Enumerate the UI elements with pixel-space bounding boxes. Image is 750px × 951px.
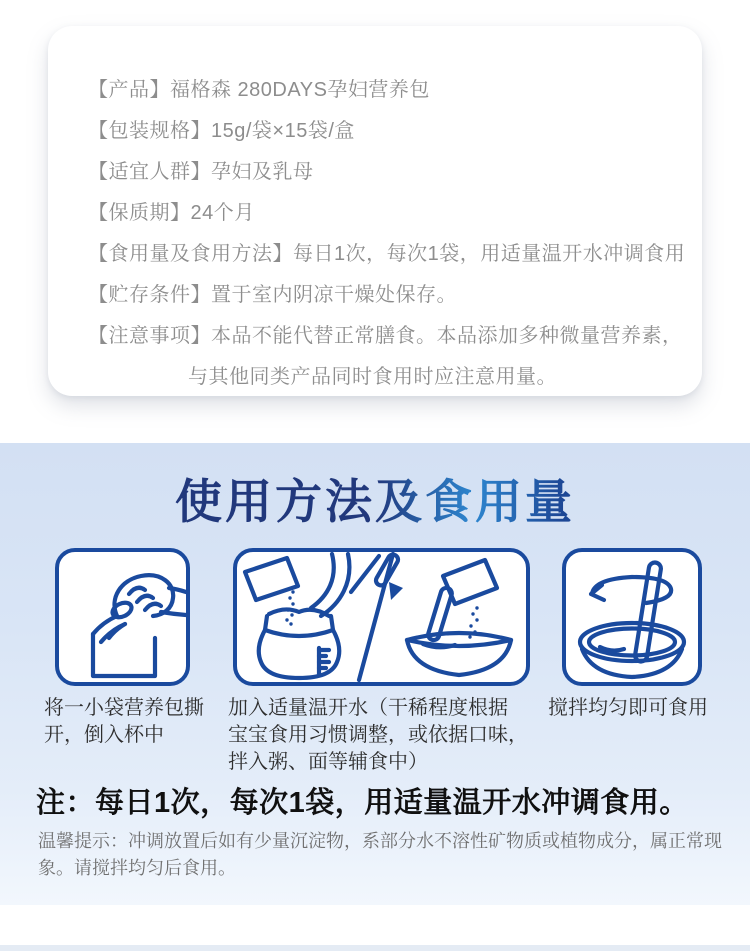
warm-tip-line: 温馨提示：冲调放置后如有少量沉淀物，系部分水不溶性矿物质或植物成分，属正常现 xyxy=(38,831,722,851)
step1-caption xyxy=(44,695,234,749)
precautions-line-2: 与其他同类产品同时食用时应注意用量。 xyxy=(188,366,557,388)
step1-caption-line: 将一小袋营养包撕 xyxy=(44,697,204,719)
step3-caption-line: 搅拌均匀即可食用 xyxy=(548,697,708,719)
shelf-life-line: 【保质期】24个月 xyxy=(88,202,255,224)
step2-caption-line: 加入适量温开水（干稀程度根据 xyxy=(228,697,508,719)
step2-caption xyxy=(228,695,544,776)
package-spec-line: 【包装规格】15g/袋×15袋/盒 xyxy=(88,120,355,142)
warm-tip-line: 象。请搅拌均匀后食用。 xyxy=(38,858,236,878)
dosage-method-line: 【食用量及食用方法】每日1次，每次1袋，用适量温开水冲调食用 xyxy=(88,243,686,265)
warm-tip xyxy=(38,828,722,882)
tear-sachet-drawing xyxy=(59,552,186,682)
precautions-line: 【注意事项】本品不能代替正常膳食。本品添加多种微量营养素， xyxy=(88,325,683,347)
step2-caption-line: 拌入粥、面等辅食中） xyxy=(228,751,428,773)
add-water-drawing xyxy=(237,552,526,682)
step3-caption xyxy=(548,695,738,722)
usage-section-title: 使用方法及食用量 xyxy=(0,465,750,532)
storage-condition-line: 【贮存条件】置于室内阴凉干燥处保存。 xyxy=(88,284,457,306)
tear-sachet-icon xyxy=(55,548,190,686)
step1-caption-line: 开，倒入杯中 xyxy=(44,724,164,746)
suitable-people-line: 【适宜人群】孕妇及乳母 xyxy=(88,161,314,183)
usage-section xyxy=(0,443,750,905)
product-name-line: 【产品】福格森 280DAYS孕妇营养包 xyxy=(88,79,430,101)
bottom-divider xyxy=(0,945,750,951)
dosage-note: 注：每日1次，每次1袋，用适量温开水冲调食用。 xyxy=(36,787,689,819)
product-info-card xyxy=(48,26,702,396)
add-water-icon xyxy=(233,548,530,686)
stir-icon xyxy=(562,548,702,686)
stir-drawing xyxy=(566,552,698,682)
step2-caption-line: 宝宝食用习惯调整，或依据口味， xyxy=(228,724,528,746)
